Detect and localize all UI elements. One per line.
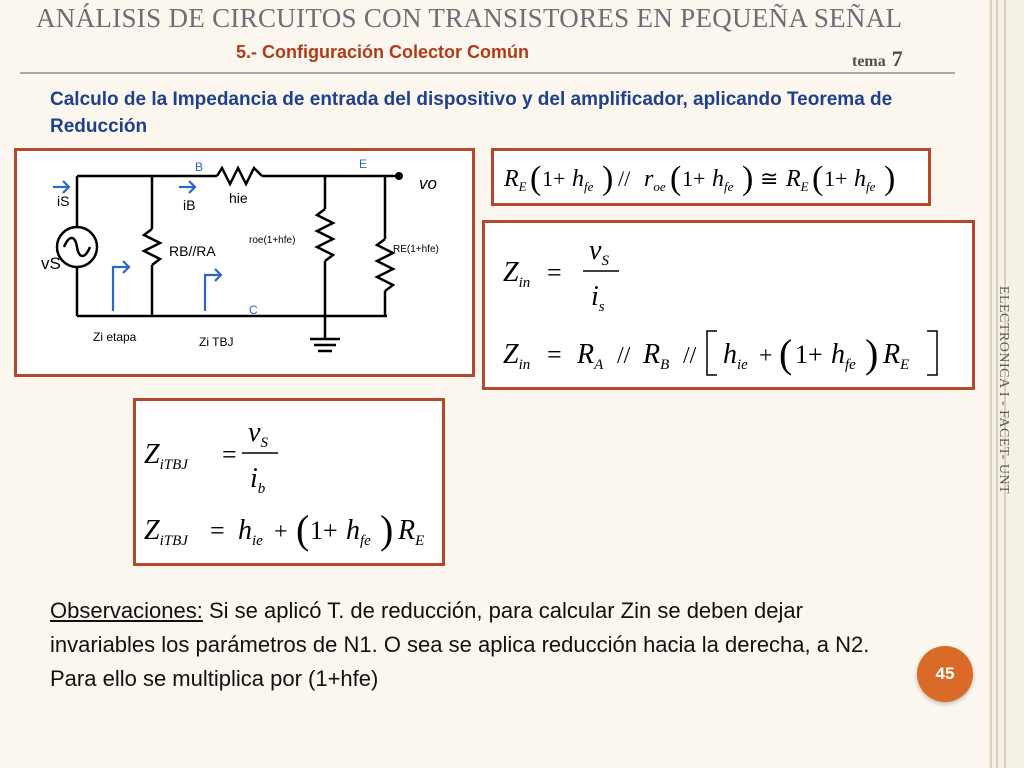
svg-text:=: = [210,516,225,545]
node-b-label: B [195,160,204,174]
svg-text:=: = [547,258,562,287]
svg-text://: // [683,343,697,369]
svg-text:(: ( [670,160,682,197]
zi-etapa-label: Zi etapa [93,330,137,344]
svg-text:+: + [759,343,773,369]
svg-text:ZiTBJ: $Z_{iTBJ}$ [144,515,188,549]
svg-text://: // [617,343,631,369]
svg-text:hfe: $h_{fe}$ [854,166,876,194]
svg-text:1+: 1+ [310,516,338,545]
equation-3 [136,401,442,563]
svg-text:): ) [884,160,896,197]
svg-text:): ) [380,507,394,552]
equation-box-3 [133,398,445,566]
svg-text:1+: 1+ [682,166,706,191]
svg-text:1+: 1+ [542,166,566,191]
side-label: ELECTRONICA I - FACET- UNT [996,285,1011,495]
svg-text:=: = [222,440,237,469]
svg-text:vS: $v_S$ [589,235,609,269]
tema-word: tema [852,53,886,70]
svg-text:hie: $h_{ie}$ [723,339,748,373]
tema-label [852,46,903,72]
equation-2 [485,223,972,387]
svg-text:vS: $v_S$ [248,417,268,451]
svg-text:hie: $h_{ie}$ [238,515,263,549]
vo-label: vo [419,174,437,193]
section-subtitle: 5.- Configuración Colector Común [236,42,530,62]
svg-text:(: ( [779,331,793,376]
observations-text [50,594,880,696]
svg-text:hfe: $h_{fe}$ [572,166,594,194]
intro-text: Calculo de la Impedancia de entrada del dispositivo y del amplificador, aplicando Teorema de Reducción [50,89,893,137]
re-label: RE(1+hfe) [393,244,439,255]
page-number-badge: 45 [917,646,973,702]
svg-text:ZiTBJ: $Z_{iTBJ}$ [144,439,188,473]
equation-box-2 [482,220,975,390]
svg-text:(: ( [812,160,824,197]
ib-label: iB [183,197,196,213]
svg-text:roe: $r_{oe}$ [644,166,666,194]
svg-text:1+: 1+ [795,340,823,369]
circuit-svg [17,151,472,374]
svg-text:): ) [742,160,754,197]
vo-node [395,172,403,180]
svg-text:hfe: $h_{fe}$ [831,339,856,373]
is-label: iS [57,193,70,209]
svg-text:≅: ≅ [760,166,779,191]
svg-text:ib: $i_b$ [250,463,266,497]
svg-text:(: ( [296,507,310,552]
svg-text://: // [618,166,631,191]
svg-text:(: ( [530,160,542,197]
svg-text:hfe: $h_{fe}$ [346,515,371,549]
observations-heading: Observaciones: [50,598,203,623]
svg-text:): ) [602,160,614,197]
svg-text:+: + [274,519,288,545]
hie-label: hie [229,190,248,206]
rb-ra-label: RB//RA [169,243,216,259]
svg-text:RB: $R_B$ [643,339,670,373]
zi-tbj-label: Zi TBJ [199,335,234,349]
vs-label: vS [41,254,61,273]
svg-text:RE: $R_E$ [786,166,809,194]
node-e-label: E [359,157,368,171]
svg-text:Zin: $Z_{in}$ [503,339,531,373]
tema-number: 7 [891,46,903,71]
svg-text:): ) [865,331,879,376]
equation-box-1 [491,148,931,206]
svg-text:RE: $R_E$ [504,166,527,194]
svg-text:hfe: $h_{fe}$ [712,166,734,194]
header-divider [20,72,955,74]
circuit-diagram [14,148,475,377]
svg-text:RA: $R_A$ [577,339,604,373]
svg-text:is: $i_s$ [591,281,605,315]
svg-text:RE: $R_E$ [398,515,425,549]
svg-text:RE: $R_E$ [883,339,910,373]
observations-body: Si se aplicó T. de reducción, para calcular Zin se deben dejar invariables los parámetros de N1. O sea se aplica reducción hacia la derecha, a N2. Para ello se multiplica por (1+hfe) [50,598,870,691]
equation-1 [494,151,928,203]
node-c-label: C [249,303,258,317]
svg-text:Zin: $Z_{in}$ [503,257,531,291]
svg-text:1+: 1+ [824,166,848,191]
roe-label: roe(1+hfe) [249,235,296,246]
svg-text:=: = [547,340,562,369]
page-title: ANÁLISIS DE CIRCUITOS CON TRANSISTORES EN PEQUEÑA SEÑAL [36,3,903,33]
